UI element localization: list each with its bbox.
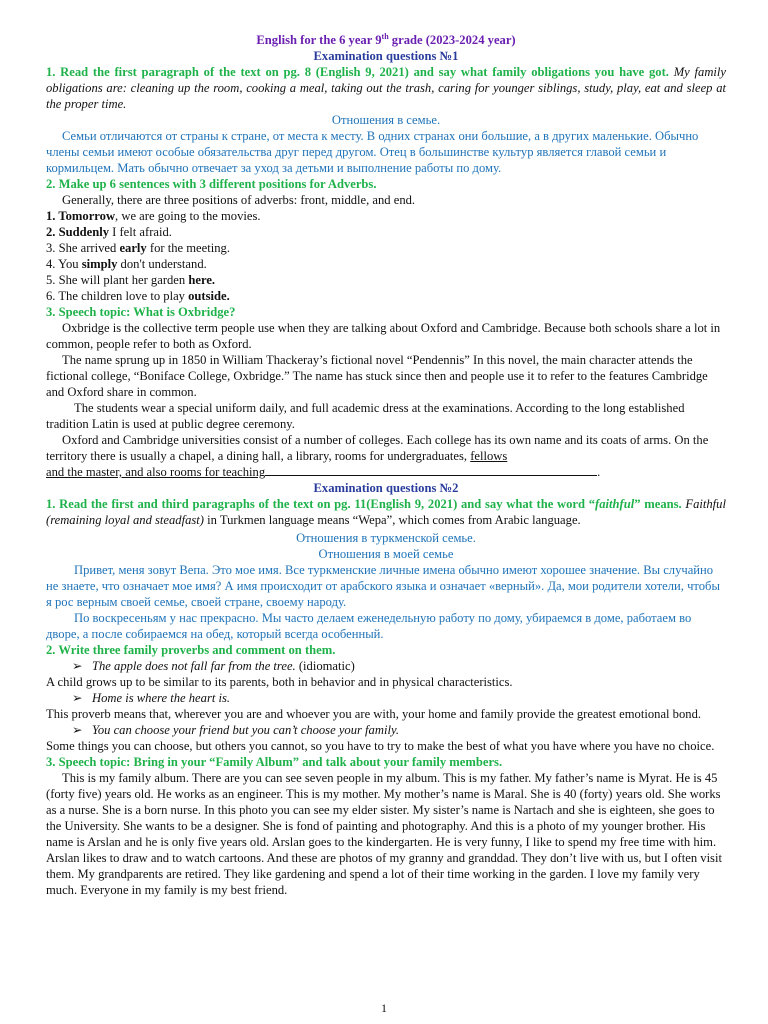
exam1-ru-text: Семьи отличаются от страны к стране, от места к месту. В одних странах они большие, а в других маленькие. Обычно члены семьи имеют особые обязательства друг перед другом. Отец в большинстве культур является главой семьи и кормильцем. Мать обычно отвечает за уход за детьми и выполнение работы по дому. [46, 129, 699, 175]
exam1-question2: 2. Make up 6 sentences with 3 different positions for Adverbs. [46, 177, 377, 191]
arrow-bullet-icon: ➢ [72, 659, 83, 673]
exam2-ru-paragraph-1: Привет, меня зовут Вепа. Это мое имя. Все туркменские личные имена обычно имеют хорошее значение. Вы случайно не знаете, что означает мое имя? А имя происходит от арабского языка и означает «верный». Да, мои родители хотели, чтобы я рос верным своей семье, своей стране, своему народу. [46, 563, 720, 609]
adverb-sentence-6: 6. The children love to play outside. [46, 289, 230, 303]
adverb-sentence-3: 3. She arrived early for the meeting. [46, 241, 230, 255]
oxbridge-paragraph-2: The name sprung up in 1850 in William Thackeray’s fictional novel “Pendennis” In this novel, the main character attends the fictional college, “Boniface College, Oxbridge.” The name has stuck since then and people use it to refer to the features Cambridge and Oxford share in common. [46, 353, 708, 399]
exam2-question3: 3. Speech topic: Bring in your “Family Album” and talk about your family members. [46, 755, 503, 769]
arrow-bullet-icon: ➢ [72, 723, 83, 737]
exam1-question3: 3. Speech topic: What is Oxbridge? [46, 305, 236, 319]
exam2-ru-paragraph-2: По воскресеньям у нас прекрасно. Мы часто делаем еженедельную работу по дому, убираемся в доме, работаем во дворе, а после собираемся на обед, который всегда особенный. [46, 611, 692, 641]
exam1-question1: 1. Read the first paragraph of the text on pg. 8 (English 9, 2021) and say what family obligations you have got. My family obligations are: cleaning up the room, cooking a meal, taking out the trash, caring for younger siblings, study, play, eat and sleep at the proper time. [46, 65, 726, 111]
oxbridge-paragraph-4: Oxford and Cambridge universities consist of a number of colleges. Each college has its own name and its coats of arms. On the territory there is usually a chapel, a dining hall, a library, rooms for undergraduates, fellows and the master, and also rooms for teaching . [46, 433, 709, 479]
adverb-sentence-5: 5. She will plant her garden here. [46, 273, 216, 287]
arrow-bullet-icon: ➢ [72, 691, 83, 705]
page-number: 1 [381, 1001, 387, 1015]
proverb-2: ➢ Home is where the heart is. [72, 691, 231, 705]
exam2-question2: 2. Write three family proverbs and comment on them. [46, 643, 336, 657]
proverb-1-comment: A child grows up to be similar to its parents, both in behavior and in physical characteristics. [46, 675, 513, 689]
exam1-heading: Examination questions №1 [313, 49, 459, 63]
proverb-2-comment: This proverb means that, wherever you are and whoever you are with, your home and family provide the greatest emotional bond. [46, 707, 702, 721]
adverb-sentence-1: 1. Tomorrow, we are going to the movies. [46, 209, 261, 223]
adverbs-intro: Generally, there are three positions of adverbs: front, middle, and end. [62, 193, 416, 207]
proverb-3: ➢ You can choose your friend but you can’t choose your family. [72, 723, 399, 737]
proverb-3-comment: Some things you can choose, but others you cannot, so you have to try to make the best of what you have where you have no choice. [46, 739, 715, 753]
exam2-ru-title-2: Отношения в моей семье [318, 547, 454, 561]
blank-fill-line [265, 464, 597, 476]
oxbridge-paragraph-3: The students wear a special uniform daily, and full academic dress at the examinations. According to the long established tradition Latin is used at public degree ceremony. [46, 401, 685, 431]
document-title: English for the 6 year 9th grade (2023-2024 year) [256, 31, 516, 47]
document-body [46, 32, 726, 898]
exam2-ru-title-1: Отношения в туркменской семье. [296, 531, 476, 545]
adverb-sentence-4: 4. You simply don't understand. [46, 257, 207, 271]
exam2-question1: 1. Read the first and third paragraphs of the text on pg. 11(English 9, 2021) and say what the word “faithful” means. Faithful (remaining loyal and steadfast) in Turkmen language means “Wepa”, which comes from Arabic language. [46, 497, 726, 527]
exam1-ru-title: Отношения в семье. [331, 113, 441, 127]
adverb-sentence-2: 2. Suddenly I felt afraid. [46, 225, 172, 239]
oxbridge-paragraph-1: Oxbridge is the collective term people use when they are talking about Oxford and Cambridge. Because both schools share a lot in common, people refer to both as Oxford. [46, 321, 721, 351]
proverb-1: ➢ The apple does not fall far from the tree. (idiomatic) [72, 659, 355, 673]
exam2-heading: Examination questions №2 [313, 481, 459, 495]
family-album-text: This is my family album. There are you can see seven people in my album. This is my father. My father’s name is Myrat. He is 45 (forty five) years old. He works as an engineer. This is my mother. My mother’s name is Maral. She is 40 (forty) years old. She works as a nurse. She is a born nurse. In this photo you can see my elder sister. My sister’s name is Nartach and she is eighteen, she goes to the University. She wants to be a designer. She is fond of painting and photography. And this is a photo of my younger brother. His name is Arslan and he is only five years old. Arslan goes to the kindergarten. He is very funny, I like to spend my free time with him. Arslan likes to draw and to watch cartoons. And these are photos of my granny and granddad. They don’t live with us, but I often visit them. My grandparents are retired. They like gardening and spend a lot of their time working in the garden. I love my family very much. Everyone in my family is my best friend. [46, 771, 722, 897]
